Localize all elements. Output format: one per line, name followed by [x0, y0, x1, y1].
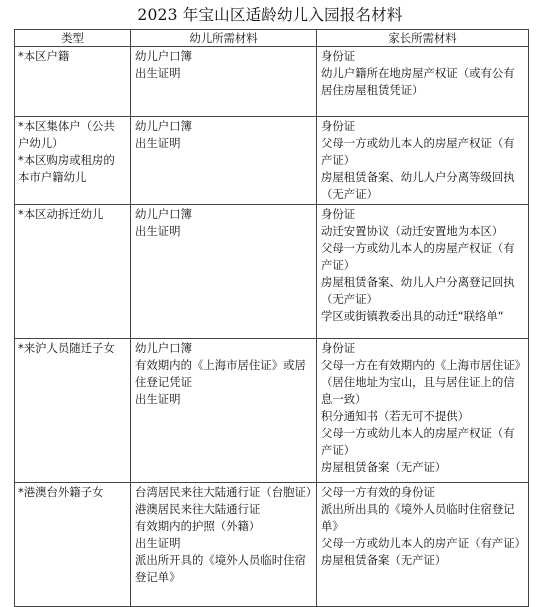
- child-material-item: 有效期内的护照（外籍）: [135, 519, 261, 533]
- child-material-item: 幼儿户口簿: [135, 119, 192, 133]
- category-text: *本区集体户（公共户幼儿）: [18, 119, 115, 150]
- child-material-item: 港澳居民来往大陆通行证: [135, 502, 261, 516]
- table-row: [15, 47, 529, 117]
- header-parent-materials: 家长所需材料: [317, 30, 529, 47]
- parent-material-item: 父母一方或幼儿本人的房屋产权证（有产证）: [321, 136, 515, 167]
- child-materials-cell: [131, 205, 317, 339]
- parent-material-item: 父母一方或幼儿本人的房屋产权证（有产证）: [321, 241, 515, 272]
- parent-material-item: 父母一方有效的身份证: [321, 485, 435, 499]
- category-text: *来沪人员随迁子女: [18, 341, 115, 355]
- child-material-item: 出生证明: [135, 392, 181, 406]
- header-child-materials: 幼儿所需材料: [131, 30, 317, 47]
- category-text: *本区户籍: [18, 49, 70, 63]
- parent-material-item: 身份证: [321, 341, 356, 355]
- child-material-item: 出生证明: [135, 224, 181, 238]
- parent-material-item: 幼儿户籍所在地房屋产权证（或有公有居住房屋租赁凭证）: [321, 66, 515, 97]
- header-row: [15, 30, 529, 47]
- table-row: [15, 483, 529, 607]
- category-cell: [15, 205, 131, 339]
- category-cell: [15, 339, 131, 483]
- parent-materials-cell: [317, 47, 529, 117]
- parent-material-item: 父母一方在有效期内的《上海市居住证》（居住地址为宝山，且与居住证上的信息一致）: [321, 358, 521, 406]
- category-text: *本区购房或租房的本市户籍幼儿: [18, 153, 115, 184]
- child-materials-cell: [131, 339, 317, 483]
- category-text: *本区动拆迁幼儿: [18, 207, 104, 221]
- table-row: [15, 205, 529, 339]
- child-materials-cell: [131, 47, 317, 117]
- parent-material-item: 动迁安置协议（动迁安置地为本区）: [321, 224, 504, 238]
- parent-material-item: 房屋租赁备案（无产证）: [321, 553, 447, 567]
- parent-material-item: 派出所出具的《境外人员临时住宿登记单》: [321, 502, 515, 533]
- parent-materials-cell: [317, 483, 529, 607]
- table-row: [15, 339, 529, 483]
- child-material-item: 出生证明: [135, 536, 181, 550]
- table-header: [15, 30, 529, 47]
- parent-material-item: 身份证: [321, 119, 356, 133]
- parent-materials-cell: [317, 117, 529, 205]
- child-materials-cell: [131, 483, 317, 607]
- child-material-item: 出生证明: [135, 66, 181, 80]
- child-material-item: 台湾居民来往大陆通行证（台胞证）: [135, 485, 318, 499]
- child-material-item: 出生证明: [135, 136, 181, 150]
- parent-material-item: 父母一方或幼儿本人的房产证（有产证）: [321, 536, 527, 550]
- document-title: 2023 年宝山区适龄幼儿入园报名材料: [137, 6, 403, 24]
- parent-material-item: 父母一方或幼儿本人的房屋产权证（有产证）: [321, 426, 515, 457]
- child-material-item: 幼儿户口簿: [135, 207, 192, 221]
- category-text: *港澳台外籍子女: [18, 485, 104, 499]
- parent-material-item: 学区或街镇教委出具的动迁“联络单“: [321, 309, 504, 323]
- parent-material-item: 房屋租赁备案、幼儿人户分离登记回执（无产证）: [321, 275, 515, 306]
- table-row: [15, 117, 529, 205]
- parent-material-item: 积分通知书（若无可不提供）: [321, 409, 470, 423]
- child-material-item: 幼儿户口簿: [135, 341, 192, 355]
- child-material-item: 幼儿户口簿: [135, 49, 192, 63]
- category-cell: [15, 117, 131, 205]
- parent-material-item: 房屋租赁备案（无产证）: [321, 460, 447, 474]
- parent-materials-cell: [317, 205, 529, 339]
- header-type: 类型: [15, 30, 131, 47]
- category-cell: [15, 483, 131, 607]
- parent-material-item: 房屋租赁备案、幼儿人户分离等级回执（无产证）: [321, 170, 515, 201]
- child-material-item: 派出所开具的《境外人员临时住宿登记单》: [135, 553, 306, 584]
- parent-material-item: 身份证: [321, 49, 356, 63]
- parent-materials-cell: [317, 339, 529, 483]
- parent-material-item: 身份证: [321, 207, 356, 221]
- category-cell: [15, 47, 131, 117]
- materials-table: [14, 29, 529, 607]
- child-materials-cell: [131, 117, 317, 205]
- child-material-item: 有效期内的《上海市居住证》或居住登记凭证: [135, 358, 306, 389]
- table-body: [15, 47, 529, 607]
